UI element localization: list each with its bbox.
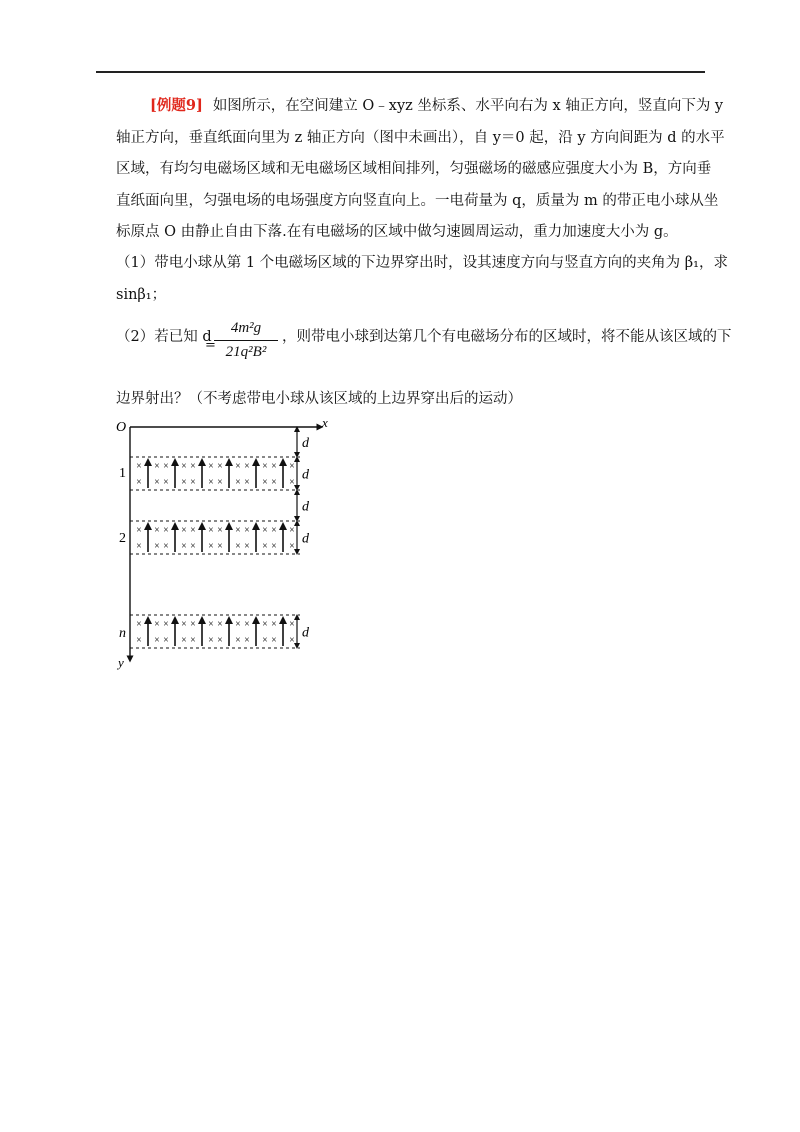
magnetic-field-cross: ×	[262, 477, 268, 488]
formula-fraction	[214, 318, 278, 363]
magnetic-field-cross: ×	[235, 477, 241, 488]
field-region	[130, 615, 300, 648]
magnetic-field-cross: ×	[289, 635, 295, 646]
question-2	[116, 318, 732, 368]
magnetic-field-cross: ×	[190, 541, 196, 552]
magnetic-field-cross: ×	[235, 541, 241, 552]
magnetic-field-cross: ×	[154, 461, 160, 472]
magnetic-field-cross: ×	[208, 525, 214, 536]
magnetic-field-cross: ×	[163, 619, 169, 630]
y-axis-label: y	[118, 655, 124, 670]
example-tag: [例题9]	[150, 97, 203, 114]
magnetic-field-cross: ×	[217, 619, 223, 630]
magnetic-field-cross: ×	[181, 541, 187, 552]
magnetic-field-cross: ×	[271, 525, 277, 536]
spacing-label: d	[302, 625, 309, 641]
magnetic-field-cross: ×	[163, 525, 169, 536]
magnetic-field-cross: ×	[244, 461, 250, 472]
magnetic-field-cross: ×	[163, 541, 169, 552]
formula-denominator: 21q²B²	[225, 344, 267, 360]
magnetic-field-cross: ×	[244, 525, 250, 536]
question-2-continuation: 边界射出？（不考虑带电小球从该区域的上边界穿出后的运动）	[116, 391, 522, 407]
spacing-dimension	[297, 492, 310, 519]
magnetic-field-cross: ×	[244, 635, 250, 646]
magnetic-field-cross: ×	[154, 541, 160, 552]
magnetic-field-cross: ×	[289, 541, 295, 552]
field-region-diagram	[110, 415, 340, 675]
header-rule	[96, 71, 705, 73]
magnetic-field-cross: ×	[190, 635, 196, 646]
region-labels	[119, 466, 126, 641]
magnetic-field-cross: ×	[271, 619, 277, 630]
magnetic-field-cross: ×	[262, 461, 268, 472]
magnetic-field-cross: ×	[235, 461, 241, 472]
origin-label: O	[116, 420, 127, 435]
field-regions	[130, 457, 300, 648]
magnetic-field-cross: ×	[154, 635, 160, 646]
field-region	[130, 521, 300, 554]
magnetic-field-cross: ×	[271, 461, 277, 472]
magnetic-field-cross: ×	[217, 525, 223, 536]
magnetic-field-cross: ×	[217, 635, 223, 646]
magnetic-field-cross: ×	[244, 619, 250, 630]
magnetic-field-cross: ×	[154, 477, 160, 488]
magnetic-field-cross: ×	[271, 635, 277, 646]
magnetic-field-cross: ×	[190, 619, 196, 630]
magnetic-field-cross: ×	[136, 635, 142, 646]
magnetic-field-cross: ×	[163, 461, 169, 472]
magnetic-field-cross: ×	[136, 619, 142, 630]
magnetic-field-cross: ×	[244, 477, 250, 488]
magnetic-field-cross: ×	[181, 525, 187, 536]
magnetic-field-cross: ×	[190, 461, 196, 472]
region-label-1: 1	[119, 466, 126, 481]
magnetic-field-cross: ×	[262, 635, 268, 646]
question-2-suffix: ，则带电小球到达第几个有电磁场分布的区域时，将不能从该区域的下	[282, 329, 732, 345]
magnetic-field-cross: ×	[136, 461, 142, 472]
magnetic-field-cross: ×	[217, 541, 223, 552]
magnetic-field-cross: ×	[208, 619, 214, 630]
magnetic-field-cross: ×	[181, 477, 187, 488]
magnetic-field-cross: ×	[154, 619, 160, 630]
spacing-dimension	[297, 617, 310, 646]
magnetic-field-cross: ×	[181, 619, 187, 630]
formula-numerator: 4m²g	[214, 318, 278, 341]
magnetic-field-cross: ×	[271, 541, 277, 552]
equals-sign: =	[205, 338, 216, 353]
magnetic-field-cross: ×	[163, 477, 169, 488]
question-2-prefix: （2）若已知 d	[116, 329, 212, 345]
magnetic-field-cross: ×	[244, 541, 250, 552]
magnetic-field-cross: ×	[208, 635, 214, 646]
spacing-dimension	[297, 523, 310, 552]
example-line-2: 轴正方向，垂直纸面向里为 z 轴正方向（图中未画出），自 y＝0 起，沿 y 方向间距为 d 的水平	[116, 129, 725, 146]
example-line-4: 直纸面向里，匀强电场的电场强度方向竖直向上。一电荷量为 q，质量为 m 的带正电小球从坐	[116, 192, 719, 209]
magnetic-field-cross: ×	[136, 541, 142, 552]
example-line-1	[116, 90, 724, 123]
magnetic-field-cross: ×	[136, 477, 142, 488]
magnetic-field-cross: ×	[289, 477, 295, 488]
magnetic-field-cross: ×	[181, 635, 187, 646]
magnetic-field-cross: ×	[217, 477, 223, 488]
question-1	[116, 248, 728, 311]
question-1-line-2: sinβ₁；	[116, 286, 167, 303]
example-paragraph	[116, 90, 725, 249]
spacing-label: d	[302, 499, 309, 515]
spacing-dimensions	[297, 429, 310, 646]
magnetic-field-cross: ×	[136, 525, 142, 536]
region-label-n: n	[119, 626, 126, 641]
spacing-label: d	[302, 467, 309, 483]
magnetic-field-cross: ×	[208, 461, 214, 472]
magnetic-field-cross: ×	[289, 619, 295, 630]
question-1-line-1: （1）带电小球从第 1 个电磁场区域的下边界穿出时，设其速度方向与竖直方向的夹角为 β₁，求	[116, 255, 728, 271]
region-label-2: 2	[119, 531, 126, 546]
magnetic-field-cross: ×	[262, 541, 268, 552]
magnetic-field-cross: ×	[154, 525, 160, 536]
x-axis-label: x	[322, 415, 328, 430]
magnetic-field-cross: ×	[190, 525, 196, 536]
magnetic-field-cross: ×	[271, 477, 277, 488]
magnetic-field-cross: ×	[163, 635, 169, 646]
spacing-label: d	[302, 436, 309, 451]
magnetic-field-cross: ×	[235, 635, 241, 646]
magnetic-field-cross: ×	[181, 461, 187, 472]
magnetic-field-cross: ×	[208, 477, 214, 488]
example-line-5: 标原点 O 由静止自由下落.在有电磁场的区域中做匀速圆周运动，重力加速度大小为 g。	[116, 224, 678, 240]
spacing-label: d	[302, 531, 309, 547]
magnetic-field-cross: ×	[262, 525, 268, 536]
magnetic-field-cross: ×	[217, 461, 223, 472]
spacing-dimension	[297, 429, 310, 455]
magnetic-field-cross: ×	[208, 541, 214, 552]
magnetic-field-cross: ×	[262, 619, 268, 630]
example-line-3: 区域，有均匀电磁场区域和无电磁场区域相间排列，匀强磁场的磁感应强度大小为 B，方向垂	[116, 161, 712, 177]
magnetic-field-cross: ×	[289, 525, 295, 536]
magnetic-field-cross: ×	[235, 619, 241, 630]
example-text-1: 如图所示，在空间建立 O﹣xyz 坐标系、水平向右为 x 轴正方向，竖直向下为 y	[212, 98, 724, 114]
spacing-dimension	[297, 459, 310, 488]
magnetic-field-cross: ×	[289, 461, 295, 472]
magnetic-field-cross: ×	[190, 477, 196, 488]
field-region	[130, 457, 300, 490]
magnetic-field-cross: ×	[235, 525, 241, 536]
